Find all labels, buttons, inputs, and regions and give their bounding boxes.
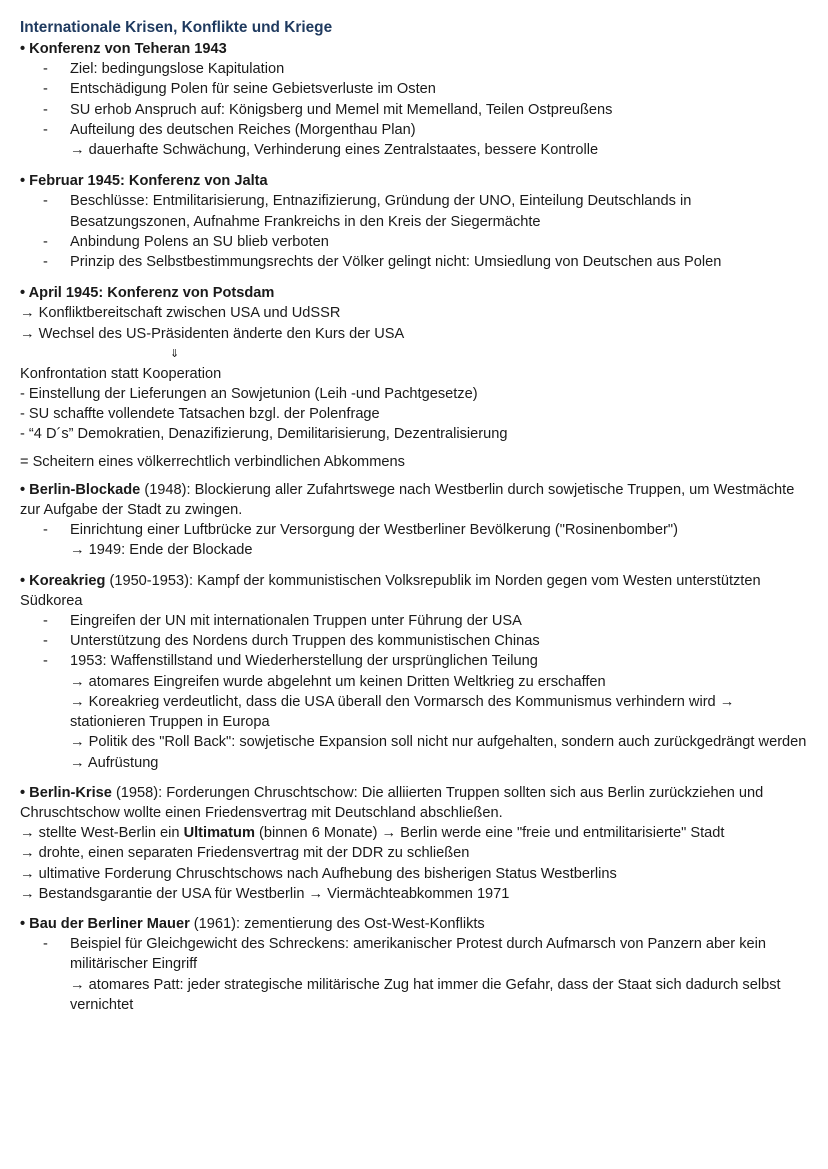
heading-text: • Konferenz von Teheran 1943 <box>20 41 227 57</box>
section-koreakrieg <box>20 571 810 773</box>
section-heading <box>20 39 810 59</box>
list-item: - 1953: Waffenstillstand und Wiederherstellung der ursprünglichen Teilung <box>43 653 538 670</box>
sub-note: → atomares Eingreifen wurde abgelehnt um keinen Dritten Weltkrieg zu erschaffen <box>70 673 606 690</box>
list-item-text: Prinzip des Selbstbestimmungsrechts der Völker gelingt nicht: Umsiedlung von Deutschen aus Polen <box>70 254 722 271</box>
paragraph-text: (1948): Blockierung aller Zufahrtswege nach Westberlin durch sowjetische Truppen, um Westmächte zur Aufgabe der Stadt zu zwingen. <box>20 481 795 519</box>
heading-text: • Berlin-Krise <box>20 784 112 801</box>
text-line: → Konfliktbereitschaft zwischen USA und UdSSR <box>20 305 341 322</box>
sub-note: → Koreakrieg verdeutlicht, dass die USA überall den Vormarsch des Kommunismus verhindern wird → stationieren Truppen in Europa <box>70 693 735 731</box>
sub-note: → 1949: Ende der Blockade <box>70 542 253 559</box>
paragraph-text: (1950-1953): Kampf der kommunistischen Volksrepublik im Norden gegen vom Westen unterstützten Südkorea <box>20 572 761 609</box>
paragraph <box>20 914 810 934</box>
bullet-list <box>20 191 810 272</box>
bullet-list <box>20 611 810 672</box>
list-item: - Ziel: bedingungslose Kapitulation <box>43 61 285 78</box>
heading-text: • Berlin-Blockade <box>20 481 141 498</box>
ultimatum-text: Ultimatum <box>183 825 255 842</box>
bullet-list <box>20 934 810 974</box>
list-item-text: Beschlüsse: Entmilitarisierung, Entnazifizierung, Gründung der UNO, Einteilung Deutschlands in Besatzungszonen, Aufnahme Frankreichs in den Kreis der Siegermächte <box>70 193 692 230</box>
section-potsdam <box>20 283 810 472</box>
heading-text: • April 1945: Konferenz von Potsdam <box>20 285 275 302</box>
list-item-text: Entschädigung Polen für seine Gebietsverluste im Osten <box>70 81 436 98</box>
text-line: → Bestandsgarantie der USA für Westberlin → Viermächteabkommen 1971 <box>20 885 510 902</box>
sub-note: → atomares Patt: jeder strategische militärische Zug hat immer die Gefahr, dass der Staat sich dadurch selbst vernichtet <box>70 976 781 1013</box>
list-item-text: Anbindung Polens an SU blieb verboten <box>70 233 329 250</box>
list-item: - Beispiel für Gleichgewicht des Schreckens: amerikanischer Protest durch Aufmarsch von Panzern aber kein militärischer Eingriff <box>43 936 766 973</box>
document-page <box>20 17 810 1015</box>
list-item: - Unterstützung des Nordens durch Truppen des kommunistischen Chinas <box>43 633 540 650</box>
paragraph <box>20 480 810 520</box>
heading-text: • Koreakrieg <box>20 572 106 589</box>
list-item: - Beschlüsse: Entmilitarisierung, Entnazifizierung, Gründung der UNO, Einteilung Deutschlands in Besatzungszonen, Aufnahme Frankreichs in den Kreis der Siegermächte <box>43 193 692 230</box>
bullet-list <box>20 59 810 140</box>
section-berlin-krise <box>20 783 810 904</box>
list-item: - SU erhob Anspruch auf: Königsberg und Memel mit Memelland, Teilen Ostpreußens <box>43 101 613 118</box>
text-line <box>20 823 810 843</box>
list-item-text: Ziel: bedingungslose Kapitulation <box>70 61 285 78</box>
text-line: - SU schaffte vollendete Tatsachen bzgl. der Polenfrage <box>20 406 380 423</box>
list-item-text: Unterstützung des Nordens durch Truppen des kommunistischen Chinas <box>70 633 540 650</box>
paragraph-text: (1958): Forderungen Chruschtschow: Die alliierten Truppen sollten sich aus Berlin zurückziehen und Chruschtschow wollte einen Friedensvertrag mit Deutschland abschließen. <box>20 784 764 821</box>
conclusion-line: = Scheitern eines völkerrechtlich verbindlichen Abkommens <box>20 453 405 470</box>
list-item-text: SU erhob Anspruch auf: Königsberg und Memel mit Memelland, Teilen Ostpreußens <box>70 101 613 118</box>
list-item-text: Aufteilung des deutschen Reiches (Morgenthau Plan) <box>70 121 416 138</box>
text-segment: (binnen 6 Monate) → Berlin werde eine "freie und entmilitarisierte" Stadt <box>254 825 725 842</box>
bullet-list <box>20 520 810 540</box>
down-arrow-icon: ⇓ <box>170 347 180 360</box>
list-item: - Eingreifen der UN mit internationalen Truppen unter Führung der USA <box>43 613 522 630</box>
text-line: → drohte, einen separaten Friedensvertrag mit der DDR zu schließen <box>20 845 470 862</box>
section-teheran <box>20 39 810 160</box>
document-title: Internationale Krisen, Konflikte und Kriege <box>20 19 333 36</box>
paragraph <box>20 783 810 823</box>
heading-text: • Februar 1945: Konferenz von Jalta <box>20 173 268 190</box>
text-line: - Einstellung der Lieferungen an Sowjetunion (Leih -und Pachtgesetze) <box>20 386 478 403</box>
sub-note: → dauerhafte Schwächung, Verhinderung eines Zentralstaates, bessere Kontrolle <box>70 142 599 159</box>
text-line: → Wechsel des US-Präsidenten änderte den Kurs der USA <box>20 325 405 342</box>
list-item-text: 1953: Waffenstillstand und Wiederherstellung der ursprünglichen Teilung <box>70 653 538 670</box>
text-segment: → stellte West-Berlin ein <box>20 825 184 842</box>
list-item-text: Beispiel für Gleichgewicht des Schreckens: amerikanischer Protest durch Aufmarsch von Panzern aber kein militärischer Eingriff <box>70 936 766 973</box>
section-berlin-blockade <box>20 480 810 561</box>
paragraph <box>20 571 810 611</box>
text-line: - “4 D´s” Demokratien, Denazifizierung, Demilitarisierung, Dezentralisierung <box>20 426 508 443</box>
list-item: - Aufteilung des deutschen Reiches (Morgenthau Plan) <box>43 121 416 138</box>
list-item-text: Einrichtung einer Luftbrücke zur Versorgung der Westberliner Bevölkerung ("Rosinenbomber") <box>70 522 678 539</box>
heading-text: • Bau der Berliner Mauer <box>20 915 190 932</box>
text-line: → ultimative Forderung Chruschtschows nach Aufhebung des bisherigen Status Westberlins <box>20 865 617 882</box>
section-heading <box>20 283 810 303</box>
list-item: - Anbindung Polens an SU blieb verboten <box>43 233 329 250</box>
section-heading <box>20 171 810 191</box>
section-berliner-mauer <box>20 914 810 1015</box>
list-item: - Entschädigung Polen für seine Gebietsverluste im Osten <box>43 81 436 98</box>
section-jalta <box>20 171 810 272</box>
list-item-text: Eingreifen der UN mit internationalen Truppen unter Führung der USA <box>70 613 522 630</box>
list-item: - Einrichtung einer Luftbrücke zur Versorgung der Westberliner Bevölkerung ("Rosinenbomber") <box>43 522 678 539</box>
list-item: - Prinzip des Selbstbestimmungsrechts der Völker gelingt nicht: Umsiedlung von Deutschen aus Polen <box>43 254 722 271</box>
paragraph-text: (1961): zementierung des Ost-West-Konflikts <box>189 915 485 932</box>
sub-note: → Politik des "Roll Back": sowjetische Expansion soll nicht nur aufgehalten, sondern auch zurückgedrängt werden → Aufrüstung <box>70 734 807 771</box>
text-line: Konfrontation statt Kooperation <box>20 365 222 382</box>
